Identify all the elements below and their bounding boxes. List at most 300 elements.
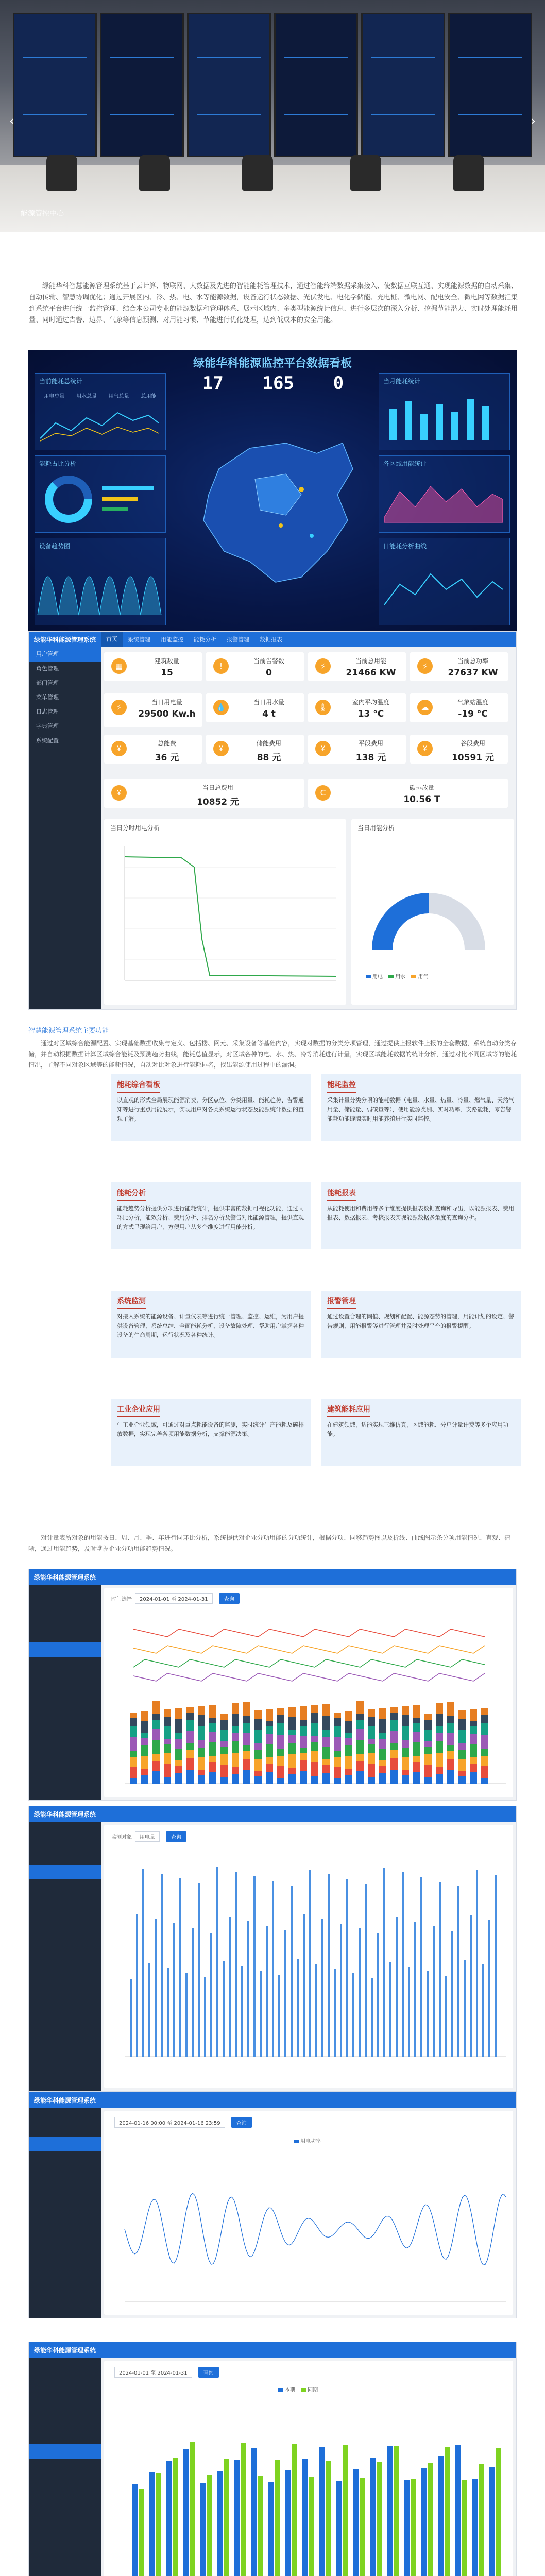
- bar-segment: [322, 1704, 330, 1716]
- bar-segment: [288, 1717, 296, 1730]
- query-button[interactable]: 查询: [166, 1831, 186, 1842]
- bar-segment: [470, 1744, 477, 1757]
- feature-title: 能耗综合看板: [117, 1074, 160, 1093]
- bar-segment: [436, 1774, 443, 1784]
- date-range-input[interactable]: 2024-01-16 00:00 至 2024-01-16 23:59: [114, 2117, 225, 2128]
- bar-segment: [402, 1715, 409, 1726]
- bar-segment: [198, 1726, 205, 1740]
- bar-segment: [390, 1743, 398, 1750]
- bar: [402, 1872, 404, 2057]
- bar-segment: [300, 1736, 307, 1748]
- bar-segment: [254, 1743, 262, 1750]
- china-map: [183, 407, 363, 623]
- bar-segment: [243, 1723, 250, 1733]
- bar: [204, 1977, 206, 2057]
- bar-segment: [186, 1707, 194, 1713]
- bar-segment: [243, 1716, 250, 1723]
- stat-label: 当日用电量: [151, 699, 182, 706]
- bar-segment: [379, 1760, 386, 1766]
- feature-title: 报警管理: [327, 1291, 356, 1309]
- bar-segment: [209, 1742, 216, 1756]
- feature-desc: 能耗趋势分析提供分项进行能耗统计，提供丰富的数据可视化功能，通过同环比分析，能效分析、费用分析、排名分析及警告对比能源管理，提供直观的方式呈现给用户，方便用户从多个维度进行用能分析。: [117, 1205, 304, 1230]
- bar-segment: [152, 1729, 160, 1740]
- bar: [334, 1969, 336, 2057]
- sidebar-item[interactable]: 角色管理: [36, 665, 59, 672]
- bar: [291, 1886, 293, 2057]
- stat-card: [206, 693, 304, 722]
- bar: [136, 1914, 138, 2057]
- bar-segment: [152, 1701, 160, 1714]
- nav-monitor[interactable]: 用能监控: [161, 636, 183, 643]
- bar-previous: [292, 2444, 297, 2576]
- bar-segment: [164, 1717, 171, 1726]
- bar-segment: [402, 1740, 409, 1748]
- stat-card: [104, 693, 202, 727]
- bar-segment: [232, 1726, 239, 1733]
- bar-segment: [436, 1714, 443, 1726]
- bar: [396, 1917, 398, 2057]
- chart-legend: 本期 同期: [274, 2385, 318, 2393]
- bar-current: [336, 2481, 342, 2576]
- bar-segment: [413, 1718, 420, 1723]
- bar-segment: [130, 1767, 137, 1778]
- bar-segment: [334, 1767, 341, 1778]
- bar: [303, 1914, 305, 2057]
- stat-card: [410, 735, 508, 764]
- nav-alarm[interactable]: 报警管理: [227, 636, 249, 643]
- bar-segment: [470, 1772, 477, 1784]
- chart-hourly-power: [104, 819, 346, 1005]
- bar-segment: [458, 1730, 466, 1743]
- bar: [142, 1869, 144, 2057]
- bar-segment: [470, 1734, 477, 1744]
- bar-current: [370, 2458, 376, 2576]
- bar-segment: [424, 1720, 432, 1730]
- bar: [328, 1874, 330, 2057]
- bar: [284, 1930, 286, 2057]
- bar-segment: [390, 1720, 398, 1731]
- bar-segment: [232, 1741, 239, 1753]
- bar-segment: [254, 1759, 262, 1771]
- bar: [148, 1963, 150, 2057]
- bar-segment: [243, 1770, 250, 1784]
- bar-previous: [156, 2473, 161, 2576]
- money-icon: ¥: [213, 741, 229, 756]
- nav-system[interactable]: 系统管理: [128, 636, 150, 643]
- carousel-prev-icon[interactable]: ‹: [9, 113, 15, 129]
- bar-segment: [130, 1726, 137, 1737]
- bar-segment: [390, 1758, 398, 1770]
- bar-segment: [311, 1713, 318, 1723]
- bar-segment: [254, 1730, 262, 1743]
- bar: [235, 1872, 237, 2057]
- stat-card: [104, 779, 304, 808]
- bar-segment: [334, 1718, 341, 1726]
- bar-segment: [152, 1771, 160, 1784]
- bar: [414, 1922, 416, 2057]
- bar-segment: [458, 1719, 466, 1730]
- stat-label: 当前总功率: [457, 657, 488, 665]
- bar-segment: [152, 1714, 160, 1720]
- bar-segment: [413, 1762, 420, 1772]
- filter-bar: 监测对象 用电量 查询: [111, 1831, 186, 1842]
- chart1-svg: [104, 836, 341, 1001]
- bar-segment: [424, 1777, 432, 1784]
- feature-title: 工业企业应用: [117, 1399, 160, 1417]
- bar-segment: [130, 1737, 137, 1751]
- nav-report[interactable]: 数据报表: [260, 636, 282, 643]
- sidebar: [29, 1585, 101, 1800]
- bar-segment: [175, 1760, 182, 1766]
- bar-segment: [379, 1739, 386, 1749]
- stat-card: [308, 693, 406, 722]
- bar-previous: [326, 2461, 331, 2576]
- bar-segment: [300, 1753, 307, 1760]
- bar-segment: [345, 1756, 352, 1769]
- dashboard-screenshot: [28, 631, 517, 1010]
- hero-photo: [0, 0, 545, 232]
- stat-label: 当前告警数: [253, 657, 284, 665]
- bar-segment: [175, 1708, 182, 1719]
- bar-segment: [390, 1707, 398, 1713]
- date-range-input[interactable]: 2024-01-01 至 2024-01-31: [135, 1593, 213, 1604]
- bar-segment: [481, 1749, 488, 1756]
- bar: [340, 1924, 342, 2057]
- bar: [470, 1915, 472, 2057]
- bar-segment: [152, 1754, 160, 1761]
- bar-segment: [481, 1708, 488, 1715]
- power-icon: ⚡: [417, 658, 433, 674]
- bar: [439, 1882, 441, 2057]
- bar-segment: [447, 1716, 454, 1723]
- bar-segment: [288, 1743, 296, 1754]
- bar-segment: [322, 1747, 330, 1759]
- query-button[interactable]: 查询: [219, 1593, 240, 1604]
- bar-segment: [311, 1723, 318, 1736]
- bar-current: [285, 2470, 291, 2576]
- bar-current: [132, 2484, 138, 2576]
- stat-card: [308, 779, 508, 808]
- top-bar: [29, 632, 516, 647]
- bar: [377, 1933, 379, 2057]
- bar-current: [472, 2479, 478, 2576]
- bar-previous: [190, 2442, 195, 2576]
- bar-segment: [220, 1741, 228, 1747]
- bar-segment: [356, 1729, 364, 1740]
- app-title: 绿能华科能源管理系统: [34, 636, 96, 643]
- feature-intro: 通过对区域综合能源配置、实现基础数据收集与定义、包括楼、网元、采集设备等基础内容，实现对数据的分类分项管理，通过提供上报软件上报的全套数据，系统自动分类存储，并自动根据数据计算区域综合能耗及预测趋势曲线，能耗总值显示，对区域各种的电、水、热、冷等消耗进行计量，实现区域能耗数据的统计分析，通过对比不同区域等的能耗情况，了解不同对象区域等的能耗情况，自动对比对象进行能耗排名，找出能源使用过程中的漏洞。: [28, 1040, 517, 1069]
- stat-value: 88 元: [257, 753, 281, 763]
- bar-segment: [436, 1733, 443, 1741]
- sidebar-item[interactable]: 系统配置: [36, 737, 59, 744]
- bar-segment: [424, 1747, 432, 1754]
- bar-previous: [445, 2447, 450, 2576]
- bar-segment: [345, 1738, 352, 1745]
- bar-segment: [334, 1757, 341, 1767]
- bar-segment: [141, 1745, 148, 1756]
- app-title: 绿能华科能源管理系统: [34, 1810, 96, 1818]
- stat-value: 27637 KW: [448, 668, 498, 678]
- bar-segment: [334, 1726, 341, 1737]
- bar-segment: [209, 1732, 216, 1742]
- bar-segment: [175, 1749, 182, 1760]
- bar: [161, 1874, 163, 2057]
- bar-segment: [198, 1740, 205, 1748]
- bar-segment: [413, 1705, 420, 1718]
- bar-segment: [198, 1706, 205, 1715]
- bar-segment: [243, 1733, 250, 1745]
- bigscreen-dashboard: [28, 350, 517, 631]
- sidebar-item[interactable]: 部门管理: [36, 680, 59, 686]
- bar-segment: [300, 1748, 307, 1753]
- power-icon: ⚡: [315, 658, 331, 674]
- panel-daily-curve: 日能耗分析曲线: [379, 538, 510, 625]
- bar-segment: [277, 1766, 284, 1778]
- bar-segment: [288, 1754, 296, 1768]
- bar-segment: [402, 1775, 409, 1784]
- bar-segment: [458, 1750, 466, 1759]
- bar-segment: [368, 1753, 375, 1764]
- bar-segment: [311, 1751, 318, 1762]
- bar-segment: [266, 1709, 273, 1721]
- bar-segment: [277, 1749, 284, 1756]
- screenshot-trend: [28, 1806, 517, 2092]
- stat-label: 谷段费用: [460, 740, 485, 747]
- bar-segment: [481, 1723, 488, 1735]
- bar-segment: [345, 1775, 352, 1784]
- bar-segment: [175, 1773, 182, 1784]
- bigscreen-title: 绿能华科能源监控平台数据看板: [193, 357, 352, 370]
- feature-card: [321, 1074, 521, 1141]
- series-line: [133, 1659, 485, 1667]
- building-icon: ▦: [111, 658, 127, 674]
- bar-segment: [288, 1730, 296, 1735]
- bar-segment: [277, 1756, 284, 1766]
- bar-segment: [356, 1720, 364, 1729]
- intro-paragraph: 绿能华科智慧能源管理系统基于云计算、物联网、大数据及先进的智能能耗管理技术，通过智能终端数据采集接入、使数据互联互通、实现能源数据的自动采集、自动传输、智慧协调优化；通过开展区内、冷、热、电、水等能源数据，设备运行状态数据、光伏发电、电化学储能、充电桩、微电网、配电安全、微电网等数据汇集到系统平台进行统一监控管理、结合本公司专业的能源数据和管理体系、展示区域内、多类型能源统计信息、进行多层次的深入分析、挖掘节能潜力、实时处理能耗用量、同时通过告警、边界、气象等信息预测、对用能习惯、节能进行优化处理，达到低成本的安全用能。: [29, 282, 518, 324]
- bar-segment: [447, 1723, 454, 1733]
- bar-segment: [209, 1723, 216, 1732]
- bar-segment: [198, 1715, 205, 1726]
- bar-segment: [368, 1726, 375, 1739]
- bar-segment: [334, 1737, 341, 1751]
- bar-segment: [220, 1747, 228, 1754]
- bar-segment: [481, 1766, 488, 1778]
- bar: [253, 1876, 256, 2057]
- comparison-chart: [109, 1608, 511, 1794]
- bar-segment: [288, 1774, 296, 1784]
- bar-segment: [368, 1717, 375, 1726]
- bar-segment: [130, 1751, 137, 1757]
- bar-segment: [481, 1756, 488, 1766]
- bar-current: [234, 2460, 240, 2576]
- stat-value: 21466 KW: [346, 668, 396, 678]
- bar: [167, 1968, 169, 2057]
- feature-card: [111, 1399, 311, 1466]
- money-icon: ¥: [111, 741, 127, 756]
- bar-segment: [243, 1759, 250, 1770]
- bar-segment: [141, 1711, 148, 1721]
- bar-segment: [447, 1745, 454, 1751]
- bar-segment: [402, 1770, 409, 1775]
- bar: [488, 1920, 490, 2057]
- bar-segment: [390, 1731, 398, 1743]
- bar-segment: [334, 1751, 341, 1757]
- app-title: 绿能华科能源管理系统: [34, 2096, 96, 2104]
- bar-segment: [209, 1756, 216, 1762]
- bar-segment: [152, 1761, 160, 1771]
- object-select[interactable]: 用电量: [135, 1831, 160, 1842]
- bar-segment: [424, 1741, 432, 1747]
- bar-segment: [311, 1742, 318, 1751]
- bar-segment: [470, 1721, 477, 1726]
- stat-label: 平段费用: [358, 740, 383, 747]
- bar: [371, 1978, 373, 2057]
- bar-segment: [481, 1735, 488, 1749]
- sidebar-item[interactable]: 菜单管理: [36, 694, 59, 701]
- bar-segment: [186, 1770, 194, 1784]
- bar: [365, 1884, 367, 2057]
- sidebar-item[interactable]: 用户管理: [29, 647, 101, 662]
- bar-segment: [436, 1753, 443, 1767]
- bar: [185, 1973, 188, 2057]
- bar: [451, 1931, 453, 2057]
- bar-current: [353, 2469, 359, 2576]
- stat-card: [410, 652, 508, 681]
- stat-card: [104, 652, 202, 681]
- water-icon: 💧: [213, 700, 229, 715]
- bar-previous: [258, 2476, 263, 2576]
- bar-current: [217, 2471, 223, 2576]
- stat-value: 138 元: [355, 753, 386, 763]
- bar-segment: [356, 1701, 364, 1714]
- stat-value: 10852 元: [196, 797, 240, 807]
- query-button[interactable]: 查询: [198, 2367, 219, 2378]
- bar-segment: [300, 1771, 307, 1784]
- bar-segment: [232, 1767, 239, 1774]
- bar-segment: [379, 1766, 386, 1773]
- bar-current: [268, 2482, 274, 2576]
- bar-segment: [141, 1775, 148, 1784]
- bar-segment: [266, 1764, 273, 1772]
- bar-current: [455, 2445, 461, 2576]
- bar: [216, 1867, 218, 2057]
- panel-area-energy: 各区域用能统计: [379, 455, 510, 533]
- sidebar-item[interactable]: 日志管理: [36, 708, 59, 715]
- series-line: [133, 1673, 485, 1681]
- bar: [130, 1979, 132, 2057]
- power-line: [125, 2193, 506, 2265]
- bar-segment: [300, 1726, 307, 1736]
- video-wall: [0, 13, 545, 157]
- bar-segment: [447, 1702, 454, 1716]
- feature-card: [321, 1399, 521, 1466]
- bar-segment: [130, 1778, 137, 1784]
- bar: [278, 1975, 280, 2057]
- bar: [247, 1921, 249, 2057]
- bar-segment: [424, 1714, 432, 1720]
- carousel-next-icon[interactable]: ›: [530, 113, 536, 129]
- bar-segment: [254, 1750, 262, 1759]
- bar-segment: [277, 1715, 284, 1723]
- sidebar: [29, 2108, 101, 2318]
- bar: [266, 1926, 268, 2057]
- bar-segment: [186, 1758, 194, 1770]
- bar-segment: [345, 1769, 352, 1775]
- bar-segment: [288, 1735, 296, 1743]
- bar-segment: [436, 1703, 443, 1714]
- date-range-input[interactable]: 2024-01-01 至 2024-01-31: [114, 2367, 192, 2378]
- bar-segment: [243, 1702, 250, 1716]
- bar-previous: [496, 2448, 501, 2576]
- money-icon: ¥: [111, 785, 127, 801]
- bar: [192, 1928, 194, 2057]
- bar: [482, 1964, 484, 2057]
- bigscreen-counters: 17 165 0: [202, 373, 344, 394]
- bar-segment: [186, 1743, 194, 1750]
- bar: [155, 1919, 157, 2057]
- bar-segment: [164, 1744, 171, 1753]
- feature-card: [321, 1182, 521, 1249]
- bar-segment: [186, 1731, 194, 1743]
- bar-current: [302, 2459, 308, 2576]
- feature-title: 建筑能耗应用: [327, 1399, 370, 1417]
- bar-segment: [300, 1760, 307, 1771]
- nav-home[interactable]: 首页: [101, 632, 123, 647]
- bar-previous: [394, 2446, 399, 2576]
- bar-segment: [368, 1744, 375, 1753]
- bar-segment: [164, 1764, 171, 1777]
- bar-segment: [266, 1772, 273, 1784]
- stat-label: 当日总费用: [202, 784, 233, 791]
- query-button[interactable]: 查询: [231, 2117, 252, 2128]
- money-icon: ¥: [417, 741, 433, 756]
- period-chart: [109, 2402, 511, 2576]
- stat-value: 29500 Kw.h: [138, 709, 196, 719]
- stat-card: [206, 652, 304, 681]
- bar-segment: [311, 1705, 318, 1713]
- bar-segment: [254, 1776, 262, 1784]
- bar-previous: [309, 2477, 314, 2576]
- bar-segment: [379, 1773, 386, 1784]
- bar-segment: [220, 1754, 228, 1765]
- bar: [210, 1933, 212, 2057]
- sidebar-item[interactable]: 字典管理: [36, 723, 59, 730]
- bar-segment: [288, 1707, 296, 1717]
- bar: [476, 1870, 478, 2057]
- bar-segment: [481, 1715, 488, 1723]
- power-chart: [109, 2147, 511, 2312]
- bar-segment: [311, 1736, 318, 1742]
- bar-segment: [458, 1771, 466, 1776]
- feature-desc: 对接入系统的能源设备、计量仪表等进行统一管理、监控、运维，为用户提供设备管理、系统总结、全面能耗分析、设备故障处理、帮助用户掌握各种设备的生命周期，运行状况及各种统计。: [117, 1313, 304, 1338]
- nav-analysis[interactable]: 能耗分析: [194, 636, 216, 643]
- bar: [223, 1961, 225, 2057]
- bar: [433, 1926, 435, 2057]
- sidebar: [29, 1822, 101, 2091]
- bar-segment: [379, 1719, 386, 1733]
- bar-segment: [220, 1765, 228, 1777]
- bar-current: [183, 2449, 189, 2576]
- bar-segment: [232, 1733, 239, 1741]
- bar-segment: [413, 1756, 420, 1762]
- bar-segment: [447, 1733, 454, 1745]
- bar: [241, 1966, 243, 2057]
- bar-segment: [164, 1709, 171, 1717]
- stat-label: 当前总用能: [355, 657, 386, 665]
- bar-previous: [207, 2475, 212, 2576]
- feature-desc: 以直观的形式全局展现能源消费，分区点位、分类用量、能耗趋势、告警通知等进行重点用能展示，实现用户对各类系统运行状态及能源统计数据的直观了解。: [117, 1097, 304, 1122]
